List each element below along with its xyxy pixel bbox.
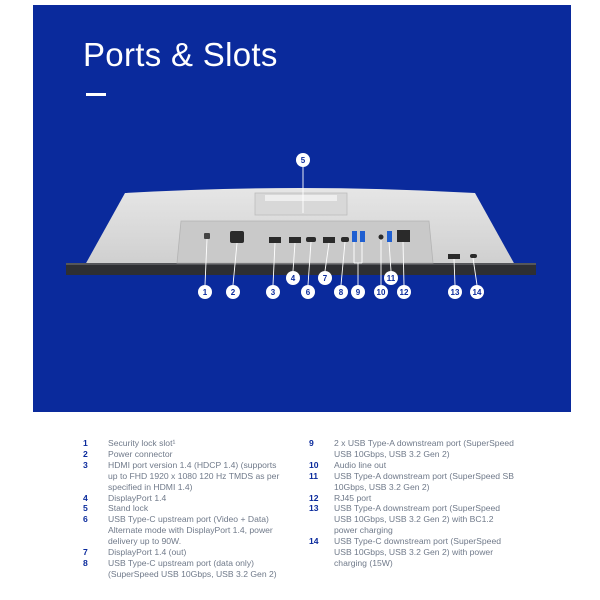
legend-number: 3 xyxy=(83,459,88,470)
legend-number: 5 xyxy=(83,503,88,514)
legend-item xyxy=(83,514,288,547)
hero-banner xyxy=(33,5,571,412)
callout-2 xyxy=(226,285,240,299)
legend-item xyxy=(83,547,288,558)
io-recess xyxy=(177,221,433,263)
callout-11 xyxy=(384,271,398,285)
callout-4 xyxy=(286,271,300,285)
legend-text: Stand lock xyxy=(108,503,149,514)
svg-text:1: 1 xyxy=(202,288,208,297)
callout-12 xyxy=(397,285,411,299)
ports-legend xyxy=(83,438,583,598)
callout-10 xyxy=(374,285,388,299)
legend-item xyxy=(309,536,519,569)
legend-text: Security lock slot¹ xyxy=(108,438,176,448)
legend-item xyxy=(83,438,288,449)
legend-number: 14 xyxy=(309,536,319,547)
legend-number: 9 xyxy=(309,438,314,448)
legend-text: USB Type-C downstream port (SuperSpeed USB 10Gbps, USB 3.2 Gen 2) with power charging (15W) xyxy=(334,536,502,568)
legend-number: 10 xyxy=(309,459,319,470)
legend-item xyxy=(83,460,288,493)
svg-text:4: 4 xyxy=(290,274,296,283)
callout-7 xyxy=(318,271,332,285)
legend-text: USB Type-C upstream port (Video + Data) Alternate mode with DisplayPort 1.4, power delivery up to 90W. xyxy=(108,514,273,547)
legend-column-left xyxy=(83,438,288,580)
legend-number: 6 xyxy=(83,514,88,525)
legend-text: USB Type-A downstream port (SuperSpeed SB 10Gbps, USB 3.2 Gen 2) xyxy=(334,470,514,492)
legend-number: 11 xyxy=(309,470,319,481)
side-usba-port xyxy=(448,254,460,259)
svg-text:10: 10 xyxy=(376,288,386,297)
svg-text:2: 2 xyxy=(230,288,236,297)
legend-text: Audio line out xyxy=(334,459,387,470)
svg-text:8: 8 xyxy=(338,288,344,297)
legend-item xyxy=(309,503,519,536)
legend-text: RJ45 port xyxy=(334,492,372,503)
legend-number: 2 xyxy=(83,448,88,459)
legend-number: 1 xyxy=(83,438,88,448)
svg-text:9: 9 xyxy=(355,288,361,297)
callout-13 xyxy=(448,285,462,299)
legend-item xyxy=(83,493,288,504)
callout-1 xyxy=(198,285,212,299)
usba-port-a xyxy=(352,231,357,242)
displayport-port xyxy=(289,237,301,243)
callout-5 xyxy=(296,153,310,167)
callout-9 xyxy=(351,285,365,299)
callout-3 xyxy=(266,285,280,299)
usba-port-c xyxy=(387,231,392,242)
svg-text:14: 14 xyxy=(472,288,482,297)
usba-port-b xyxy=(360,231,365,242)
legend-number: 7 xyxy=(83,547,88,558)
callout-14 xyxy=(470,285,484,299)
audio-out-port xyxy=(379,235,384,240)
legend-text: 2 x USB Type-A downstream port (SuperSpeed USB 10Gbps, USB 3.2 Gen 2) xyxy=(334,438,514,459)
legend-item xyxy=(83,558,288,580)
usbc-data-port xyxy=(341,237,349,242)
legend-item xyxy=(309,471,519,493)
legend-number: 12 xyxy=(309,492,319,503)
legend-number: 13 xyxy=(309,503,319,514)
legend-text: USB Type-C upstream port (data only) (SuperSpeed USB 10Gbps, USB 3.2 Gen 2) xyxy=(108,557,277,579)
svg-text:3: 3 xyxy=(270,288,276,297)
usbc-upstream-port xyxy=(306,237,316,242)
svg-text:7: 7 xyxy=(322,274,328,283)
legend-text: DisplayPort 1.4 xyxy=(108,492,167,503)
svg-text:6: 6 xyxy=(305,288,311,297)
svg-text:5: 5 xyxy=(300,156,306,165)
rj45-port xyxy=(397,230,410,242)
legend-item xyxy=(309,438,519,460)
legend-number: 4 xyxy=(83,492,88,503)
svg-text:13: 13 xyxy=(450,288,460,297)
legend-item xyxy=(83,503,288,514)
hdmi-port xyxy=(269,237,281,243)
legend-text: Power connector xyxy=(108,448,173,459)
monitor-rear-illustration xyxy=(33,5,571,412)
security-lock-slot-port xyxy=(204,233,210,239)
callout-8 xyxy=(334,285,348,299)
legend-item xyxy=(309,460,519,471)
legend-number: 8 xyxy=(83,557,88,568)
legend-text: DisplayPort 1.4 (out) xyxy=(108,547,187,558)
page-title: Ports & Slots xyxy=(83,36,278,73)
svg-text:12: 12 xyxy=(399,288,409,297)
legend-column-right xyxy=(309,438,519,569)
legend-text: USB Type-A downstream port (SuperSpeed USB 10Gbps, USB 3.2 Gen 2) with BC1.2 power charging xyxy=(334,503,501,536)
legend-item xyxy=(83,449,288,460)
side-usbc-port xyxy=(470,254,477,258)
legend-text: HDMI port version 1.4 (HDCP 1.4) (supports up to FHD 1920 x 1080 120 Hz TMDS as per specified in HDMI 1.4) xyxy=(108,459,280,492)
power-connector-port xyxy=(230,231,244,243)
callout-6 xyxy=(301,285,315,299)
displayport-out-port xyxy=(323,237,335,243)
svg-text:11: 11 xyxy=(386,274,396,283)
legend-item xyxy=(309,493,519,504)
